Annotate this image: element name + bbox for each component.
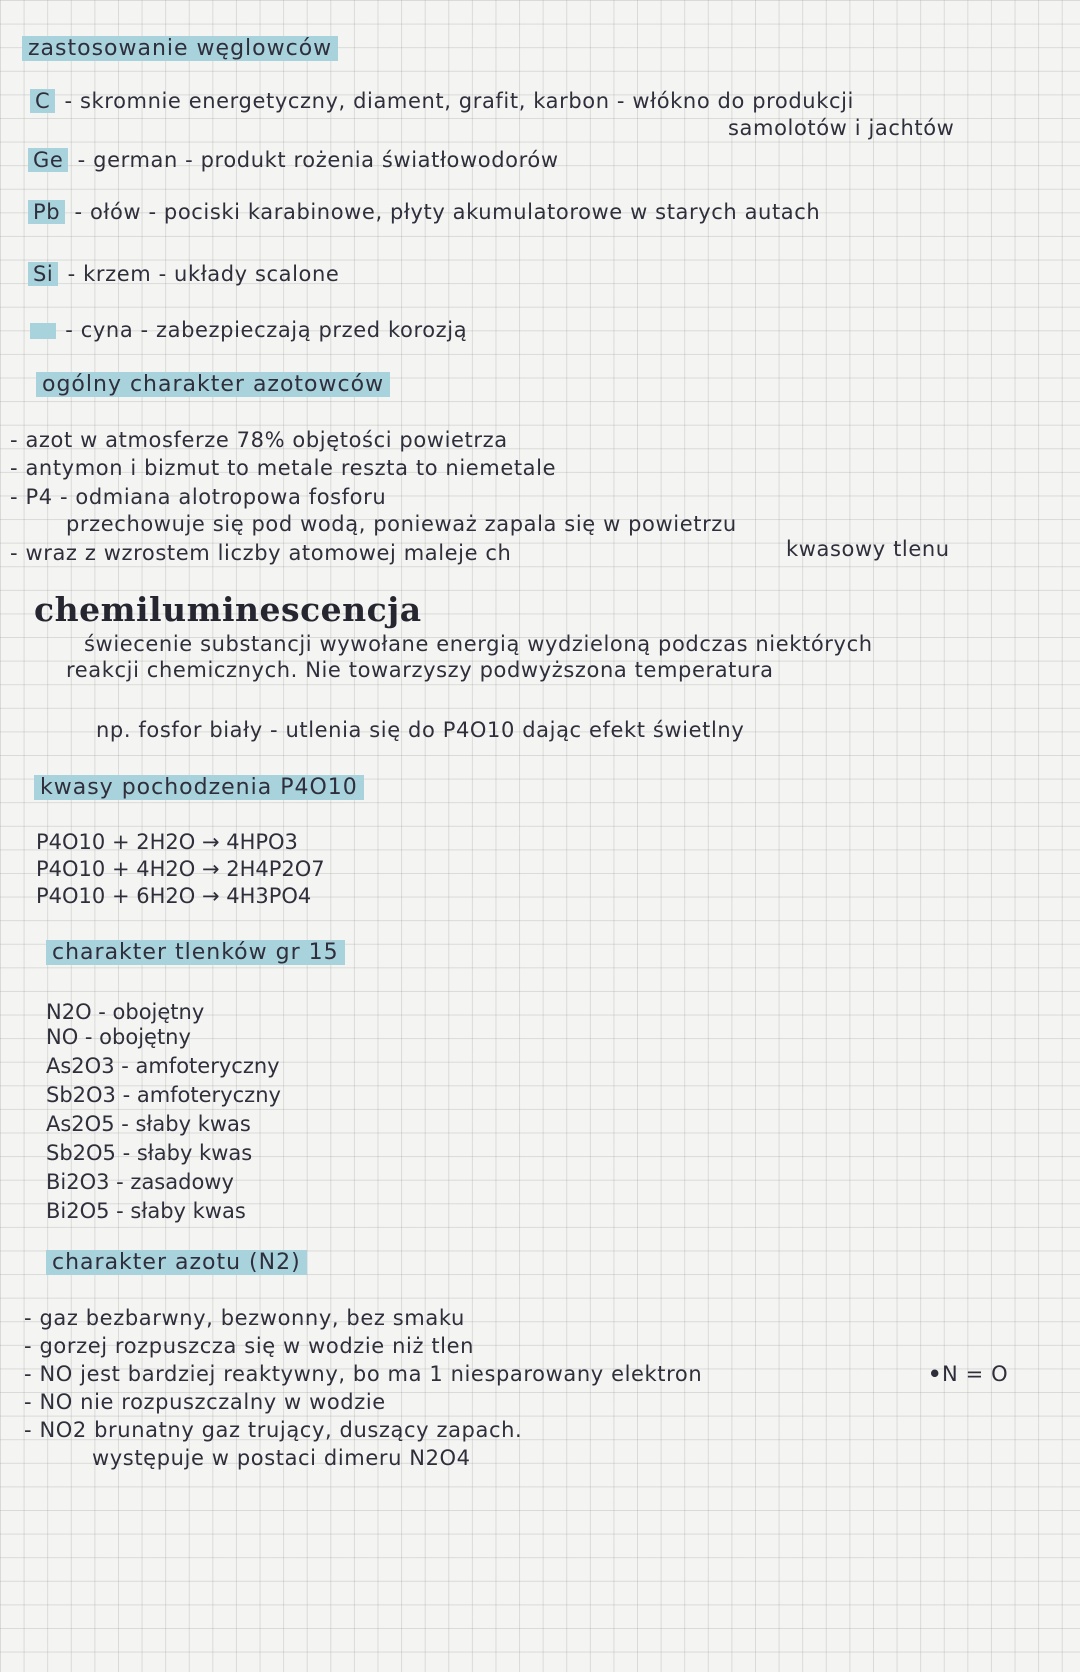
- section-title-kwasy: [34, 775, 364, 800]
- section-title-azotowce: [36, 372, 390, 397]
- element-symbol: Pb: [28, 200, 65, 224]
- oxide-item: Bi2O5 - słaby kwas: [46, 1199, 246, 1223]
- list-item: - antymon i bizmut to metale reszta to niemetale: [10, 456, 557, 480]
- list-item-continuation: kwasowy tlenu: [786, 537, 950, 561]
- element-symbol: Si: [28, 262, 58, 286]
- title-highlight: charakter tlenków gr 15: [46, 940, 345, 965]
- item-text: cyna - zabezpieczają przed korozją: [80, 318, 468, 342]
- item-text: ołów - pociski karabinowe, płyty akumulatorowe w starych autach: [89, 200, 821, 224]
- element-symbol: C: [30, 89, 55, 113]
- list-item: - wraz z wzrostem liczby atomowej maleje ch: [10, 541, 512, 565]
- section-title-zastosowanie: [22, 36, 338, 61]
- reaction-equation: P4O10 + 6H2O → 4H3PO4: [36, 884, 312, 908]
- oxide-item: Sb2O5 - słaby kwas: [46, 1141, 253, 1165]
- section-title-azot: [46, 1250, 307, 1275]
- list-item: C - skromnie energetyczny, diament, grafit, karbon - włókno do produkcji: [30, 89, 854, 113]
- list-item-continuation: [728, 116, 954, 140]
- list-item: - NO nie rozpuszczalny w wodzie: [24, 1390, 386, 1414]
- element-symbol-blank: [30, 323, 56, 339]
- list-item: - gorzej rozpuszcza się w wodzie niż tlen: [24, 1334, 475, 1358]
- item-text: krzem - układy scalone: [83, 262, 340, 286]
- title-highlight: kwasy pochodzenia P4O10: [34, 775, 364, 800]
- list-item: - NO jest bardziej reaktywny, bo ma 1 niesparowany elektron: [24, 1362, 703, 1386]
- list-item-continuation: występuje w postaci dimeru N2O4: [92, 1446, 471, 1470]
- list-item: Ge - german - produkt rożenia światłowodorów: [28, 148, 559, 172]
- example-line: np. fosfor biały - utlenia się do P4O10 dając efekt świetlny: [96, 718, 745, 742]
- list-item: Pb - ołów - pociski karabinowe, płyty akumulatorowe w starych autach: [28, 200, 820, 224]
- title-highlight: charakter azotu (N2): [46, 1250, 307, 1275]
- list-item: - P4 - odmiana alotropowa fosforu: [10, 485, 387, 509]
- lewis-formula: N = O: [942, 1362, 1009, 1386]
- oxide-item: As2O5 - słaby kwas: [46, 1112, 251, 1136]
- oxide-item: As2O3 - amfoteryczny: [46, 1054, 280, 1078]
- list-item-continuation: przechowuje się pod wodą, ponieważ zapala się w powietrzu: [66, 512, 737, 536]
- title-highlight: ogólny charakter azotowców: [36, 372, 390, 397]
- oxide-item: Bi2O3 - zasadowy: [46, 1170, 234, 1194]
- item-text: german - produkt rożenia światłowodorów: [93, 148, 559, 172]
- unpaired-electron-dot: •: [928, 1362, 943, 1386]
- paragraph-line: reakcji chemicznych. Nie towarzyszy podwyższona temperatura: [66, 658, 774, 682]
- list-item: Si - krzem - układy scalone: [28, 262, 339, 286]
- title-highlight: zastosowanie węglowców: [22, 36, 338, 61]
- oxide-item: NO - obojętny: [46, 1025, 191, 1049]
- list-item: - cyna - zabezpieczają przed korozją: [30, 318, 467, 342]
- item-text: skromnie energetyczny, diament, grafit, karbon - włókno do produkcji: [80, 89, 854, 113]
- reaction-equation: P4O10 + 4H2O → 2H4P2O7: [36, 857, 325, 881]
- list-item: - NO2 brunatny gaz trujący, duszący zapach.: [24, 1418, 523, 1442]
- section-title-tlenki: [46, 940, 345, 965]
- element-symbol: Ge: [28, 148, 68, 172]
- paragraph-line: świecenie substancji wywołane energią wydzieloną podczas niektórych: [84, 632, 873, 656]
- lewis-structure: [928, 1362, 1008, 1386]
- reaction-equation: P4O10 + 2H2O → 4HPO3: [36, 830, 298, 854]
- oxide-item: N2O - obojętny: [46, 1000, 205, 1024]
- item-text: samolotów i jachtów: [728, 116, 955, 140]
- list-item: - gaz bezbarwny, bezwonny, bez smaku: [24, 1306, 465, 1330]
- section-title-chemiluminescencja: chemiluminescencja: [34, 590, 422, 629]
- list-item: - azot w atmosferze 78% objętości powietrza: [10, 428, 508, 452]
- oxide-item: Sb2O3 - amfoteryczny: [46, 1083, 281, 1107]
